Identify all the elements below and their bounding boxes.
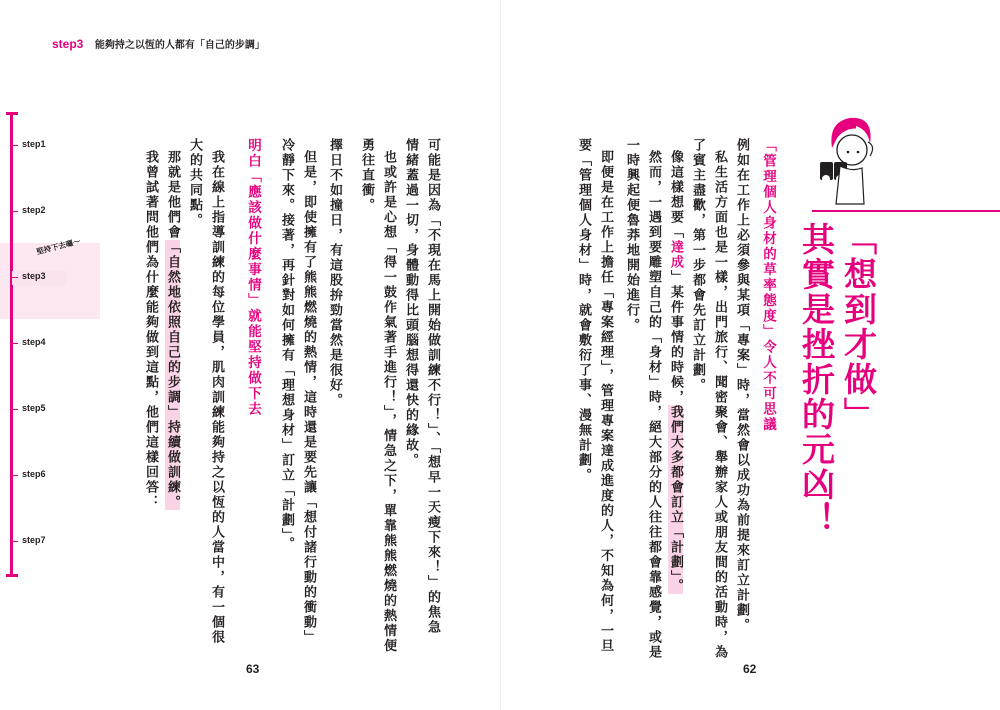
- timeline-item-step2: step2: [12, 205, 67, 219]
- left-body-line: 大的共同點。: [187, 138, 202, 228]
- left-body-line: 那就是他們會「自然地依照自己的步調」持續做訓練。: [165, 150, 180, 510]
- timeline-item-step1: step1: [12, 139, 67, 153]
- right-body-line: 然而，一遇到要雕塑自己的「身材」時，絕大部分的人往往都會靠感覺，或是: [646, 150, 661, 660]
- left-body-line: 我在線上指導訓練的每位學員，肌肉訓練能夠持之以恆的人當中，有一個很: [209, 150, 224, 645]
- left-body-line: 冷靜下來。接著，再針對如何擁有「理想身材」訂立「計劃」。: [279, 138, 294, 552]
- right-body-line: 了賓主盡歡，第一步都會先訂立計劃。: [690, 138, 705, 393]
- timeline-item-step4: step4: [12, 337, 67, 351]
- left-body-line: 我曾試著問他們為什麼能夠做到這點，他們這樣回答：: [143, 150, 158, 510]
- keyword-achieve: 達成: [668, 240, 683, 270]
- page-number-left: 63: [246, 662, 260, 676]
- running-header: [52, 36, 265, 51]
- chapter-title-line-2: 其實是挫折的元凶！: [797, 222, 836, 537]
- woman-with-binoculars-icon: [812, 108, 886, 208]
- left-body-line: 但是，即使擁有了熊熊燃燒的熱情，這時還是要先讓「想付諸行動的衝動」: [301, 150, 316, 645]
- left-body-line: 情緒蓋過一切，身體動得比頭腦想得還快的緣故。: [403, 138, 418, 468]
- title-rule: [812, 210, 1000, 212]
- right-body-line: 私生活方面也是一樣，出門旅行、聞密聚會、舉辦家人或朋友間的活動時，為: [712, 150, 727, 660]
- timeline-cap-top: [6, 112, 18, 115]
- section-subhead-left: 明白「應該做什麼事情」就能堅持做下去: [245, 138, 261, 417]
- page-spine: [500, 0, 501, 710]
- left-body-line: 擇日不如撞日，有這股拚勁當然是很好。: [327, 138, 342, 408]
- header-step: step3: [52, 37, 84, 51]
- header-title: 能夠持之以恆的人都有「自己的步調」: [94, 40, 265, 51]
- right-body-line: 一時興起便魯莽地開始進行。: [624, 138, 639, 333]
- left-body-line: 也或許是心想「得一鼓作氣著手進行！」，情急之下，單靠熊熊燃燒的熱情便: [381, 150, 396, 654]
- section-subhead-right: 「管理個人身材的草率態度」令人不可思議: [760, 138, 776, 433]
- highlight-plan: 我們大多都會訂立「計劃」。: [668, 405, 683, 594]
- timeline-item-step3: step3: [12, 271, 67, 285]
- highlight-own-pace: 「自然地依照自己的步調」持續做訓練。: [165, 240, 180, 510]
- page-number-right: 62: [743, 662, 757, 676]
- timeline-item-step7: step7: [12, 535, 67, 549]
- left-body-line: 勇往直衝。: [359, 138, 374, 213]
- timeline-note: 堅持下去囉～: [35, 236, 82, 257]
- right-body-line: 要「管理個人身材」時，就會敷衍了事、漫無計劃。: [576, 138, 591, 483]
- right-body-line: 例如在工作上必須參與某項「專案」時，當然會以成功為前提來訂立計劃。: [734, 138, 749, 633]
- timeline-cap-bottom: [6, 574, 18, 577]
- timeline-item-step5: step5: [12, 403, 67, 417]
- chapter-title-line-1: 「想到才做」: [839, 222, 878, 432]
- left-body-line: 可能是因為「不現在馬上開始做訓練不行！」、「想早一天瘦下來！」的焦急: [425, 138, 440, 635]
- right-body-line: 像這樣想要「達成」某件事情的時候，我們大多都會訂立「計劃」。: [668, 150, 683, 594]
- right-body-line: 即便是在工作上擔任「專案經理」，管理專案達成進度的人，不知為何，一旦: [598, 150, 613, 654]
- timeline-item-step6: step6: [12, 469, 67, 483]
